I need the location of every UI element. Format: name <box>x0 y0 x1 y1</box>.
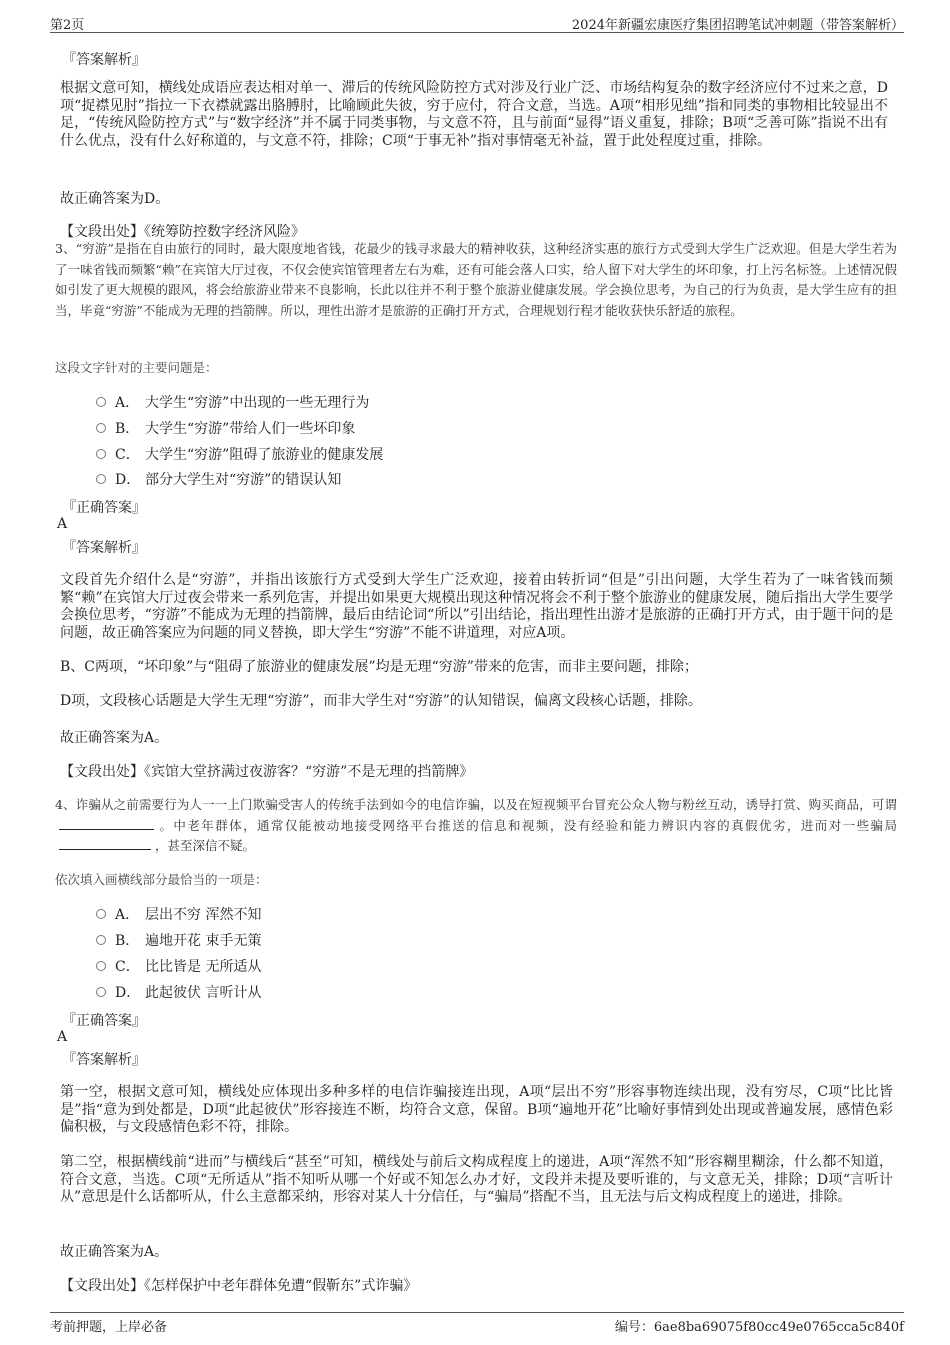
q3-option-b[interactable]: B． 大学生“穷游”带给人们一些坏印象 <box>96 418 355 438</box>
q3-answer-label: 『正确答案』 <box>62 500 146 516</box>
q3-source: 【文段出处】《宾馆大堂挤满过夜游客？“穷游”不是无理的挡箭牌》 <box>60 764 474 780</box>
q3-prompt: 这段文字针对的主要问题是： <box>55 360 218 375</box>
radio-icon[interactable] <box>96 397 106 407</box>
q4-source: 【文段出处】《怎样保护中老年群体免遭“假靳东”式诈骗》 <box>60 1278 418 1294</box>
radio-icon[interactable] <box>96 961 106 971</box>
q3-option-d[interactable]: D． 部分大学生对“穷游”的错误认知 <box>96 469 341 489</box>
radio-icon[interactable] <box>96 449 106 459</box>
q4-conclusion: 故正确答案为A。 <box>60 1244 169 1260</box>
page-number: 第2页 <box>50 18 85 33</box>
q2-analysis-label: 『答案解析』 <box>62 52 146 68</box>
q4-prompt: 依次填入画横线部分最恰当的一项是： <box>55 872 268 887</box>
q4-analysis-paragraph-1: 第一空，根据文意可知，横线处应体现出多种多样的电信诈骗接连出现，A项“层出不穷”形容事物连续出现，没有穷尽，C项“比比皆是”指“意为到处都是，D项“此起彼伏”形容接连不断，均符合文意，保留。B项“遍地开花”比喻好事情到处出现或普遍发展，感情色彩偏积极，与文段感情色彩不符，排除。 <box>60 1084 893 1135</box>
radio-icon[interactable] <box>96 909 106 919</box>
footer-slogan: 考前押题，上岸必备 <box>50 1320 168 1335</box>
radio-icon[interactable] <box>96 423 106 433</box>
q4-option-d[interactable]: D． 此起彼伏 言听计从 <box>96 982 261 1002</box>
q4-option-b[interactable]: B． 遍地开花 束手无策 <box>96 930 261 950</box>
q2-source: 【文段出处】《统筹防控数字经济风险》 <box>60 224 305 240</box>
q3-answer: A <box>57 516 68 532</box>
q3-conclusion: 故正确答案为A。 <box>60 730 169 746</box>
document-title: 2024年新疆宏康医疗集团招聘笔试冲刺题（带答案解析） <box>571 18 904 33</box>
document-id: 编号：6ae8ba69075f80cc49e0765cca5c840f <box>614 1320 904 1335</box>
radio-icon[interactable] <box>96 474 106 484</box>
q4-analysis-label: 『答案解析』 <box>62 1052 146 1068</box>
q4-option-c[interactable]: C． 比比皆是 无所适从 <box>96 956 261 976</box>
q2-analysis-paragraph: 根据文意可知，横线处成语应表达相对单一、滞后的传统风险防控方式对涉及行业广泛、市场结构复杂的数字经济应付不过来之意，D项“捉襟见肘”指拉一下衣襟就露出胳膊肘，比喻顾此失彼，穷于应付，符合文意，当选。A项“相形见绌”指和同类的事物相比较显出不足，“传统风险防控方式”与“数字经济”并不属于同类事物，与文意不符，且与前面“显得”语义重复，排除；B项“乏善可陈”指说不出有什么优点，没有什么好称道的，与文意不符，排除；C项“于事无补”指对事情毫无补益，置于此处程度过重，排除。 <box>60 80 888 149</box>
page-header <box>50 14 904 33</box>
q3-analysis-paragraph-3: D项，文段核心话题是大学生无理“穷游”，而非大学生对“穷游”的认知错误，偏离文段核心话题，排除。 <box>60 693 702 709</box>
q4-analysis-paragraph-2: 第二空，根据横线前“进而”与横线后“甚至”可知，横线处与前后文构成程度上的递进，A项“浑然不知”形容糊里糊涂，什么都不知道，符合文意，当选。C项“无所适从”指不知听从哪一个好或不知怎么办才好，文段并未提及要听谁的，与文意无关，排除；D项“言听计从”意思是什么话都听从，什么主意都采纳，形容对某人十分信任，与“骗局”搭配不当，且无法与后文构成程度上的递进，排除。 <box>60 1154 893 1205</box>
q3-stem: 3、“穷游”是指在自由旅行的同时，最大限度地省钱，花最少的钱寻求最大的精神收获，这种经济实惠的旅行方式受到大学生广泛欢迎。但是大学生若为了一味省钱而频繁“赖”在宾馆大厅过夜，不仅会使宾馆管理者左右为难，还有可能会落人口实，给人留下对大学生的坏印象，打上污名标签。上述情况假如引发了更大规模的跟风，将会给旅游业带来不良影响，长此以往并不利于整个旅游业健康发展。学会换位思考，为自己的行为负责，是大学生应有的担当，毕竟“穷游”不能成为无理的挡箭牌。所以，理性出游才是旅游的正确打开方式，合理规划行程才能收获快乐舒适的旅程。 <box>55 241 897 318</box>
q4-option-a[interactable]: A． 层出不穷 浑然不知 <box>96 904 261 924</box>
q4-answer: A <box>57 1029 68 1045</box>
q3-analysis-label: 『答案解析』 <box>62 540 146 556</box>
radio-icon[interactable] <box>96 935 106 945</box>
fill-blank-2[interactable] <box>59 837 151 850</box>
fill-blank-1[interactable] <box>59 817 154 830</box>
page-footer <box>50 1312 904 1336</box>
q3-analysis-paragraph-2: B、C两项，“坏印象”与“阻碍了旅游业的健康发展”均是无理“穷游”带来的危害，而非主要问题，排除； <box>60 659 698 675</box>
q3-option-a[interactable]: A． 大学生“穷游”中出现的一些无理行为 <box>96 392 369 412</box>
q3-analysis-paragraph-1: 文段首先介绍什么是“穷游”，并指出该旅行方式受到大学生广泛欢迎，接着由转折词“但是”引出问题，大学生若为了一味省钱而频繁“赖”在宾馆大厅过夜会带来一系列危害，并提出如果更大规模出现这种情况将会不利于整个旅游业的健康发展，随后指出大学生要学会换位思考，“穷游”不能成为无理的挡箭牌，最后由结论词“所以”引出结论，指出理性出游才是旅游的正确打开方式，由于题干问的是问题，故正确答案应为问题的同义替换，即大学生“穷游”不能不讲道理，对应A项。 <box>60 572 893 641</box>
q3-option-c[interactable]: C． 大学生“穷游”阻碍了旅游业的健康发展 <box>96 444 383 464</box>
q4-answer-label: 『正确答案』 <box>62 1013 146 1029</box>
radio-icon[interactable] <box>96 987 106 997</box>
q2-conclusion: 故正确答案为D。 <box>60 191 170 207</box>
q4-stem: 4、诈骗从之前需要行为人一一上门欺骗受害人的传统手法到如今的电信诈骗，以及在短视频平台冒充公众人物与粉丝互动，诱导打赏、购买商品，可谓。中老年群体，通常仅能被动地接受网络平台推送的信息和视频，没有经验和能力辨识内容的真假优劣，进而对一些骗局，甚至深信不疑。 <box>55 797 897 853</box>
